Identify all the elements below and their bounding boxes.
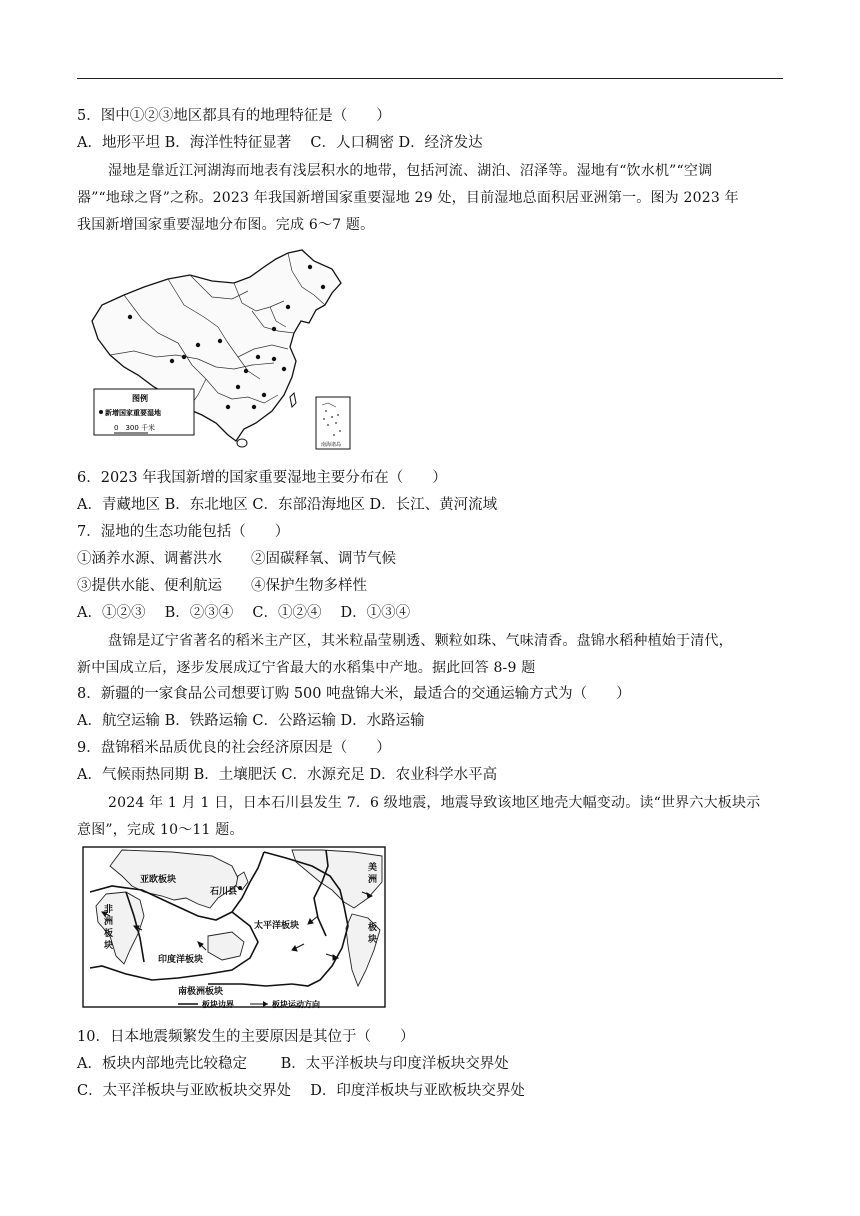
wetland-point bbox=[272, 327, 276, 331]
passage3-line1: 2024 年 1 月 1 日，日本石川县发生 7．6 级地震，地震导致该地区地壳大幅变动。读“世界六大板块示 bbox=[108, 795, 761, 811]
passage1-line1: 湿地是靠近江河湖海而地表有浅层积水的地带，包括河流、湖泊、沼泽等。湿地有“饮水机”“空调 bbox=[108, 163, 713, 179]
q7-choice-row1: ①涵养水源、调蓄洪水 ②固碳释氧、调节气候 bbox=[77, 551, 396, 567]
wetland-point bbox=[244, 369, 248, 373]
passage2-line2: 新中国成立后，逐步发展成辽宁省最大的水稻集中产地。据此回答 8-9 题 bbox=[77, 660, 536, 676]
q10-stem: 10．日本地震频繁发生的主要原因是其位于（ ） bbox=[77, 1029, 415, 1045]
wetland-point bbox=[236, 385, 240, 389]
wetland-point bbox=[272, 357, 276, 361]
african-plate-label-2: 洲 bbox=[104, 917, 114, 927]
legend-point-icon bbox=[99, 410, 103, 414]
inset-label: 南海诸岛 bbox=[321, 442, 342, 448]
q9-stem: 9．盘锦稻米品质优良的社会经济原因是（ ） bbox=[77, 740, 391, 756]
wetland-point bbox=[182, 355, 186, 359]
legend-title: 图例 bbox=[132, 394, 148, 403]
african-plate-label-1: 非 bbox=[104, 905, 114, 915]
legend-direction: 板块运动方向 bbox=[272, 1000, 320, 1009]
q10-options-row2: C．太平洋板块与亚欧板块交界处 D．印度洋板块与亚欧板块交界处 bbox=[77, 1083, 525, 1099]
african-plate-label-4: 块 bbox=[104, 941, 114, 951]
q9-options: A．气候雨热同期 B．土壤肥沃 C．水源充足 D．农业科学水平高 bbox=[77, 767, 498, 783]
wetland-point bbox=[170, 359, 174, 363]
wetland-point bbox=[226, 405, 230, 409]
american-plate-label-3: 板 bbox=[368, 923, 378, 933]
wetland-point bbox=[286, 305, 290, 309]
passage2-line1: 盘锦是辽宁省著名的稻米主产区，其米粒晶莹剔透、颗粒如珠、气味清香。盘锦水稻种植始于清代， bbox=[108, 633, 733, 649]
passage3-line2: 意图”，完成 10～11 题。 bbox=[77, 822, 244, 838]
q5-stem: 5．图中①②③地区都具有的地理特征是（ ） bbox=[77, 108, 391, 124]
wetland-point bbox=[308, 265, 312, 269]
q6-options: A．青藏地区 B．东北地区 C．东部沿海地区 D．长江、黄河流域 bbox=[77, 497, 498, 513]
map-scale: 0 300 千米 bbox=[114, 424, 156, 432]
china-wetland-map bbox=[88, 247, 356, 453]
wetland-point bbox=[128, 315, 132, 319]
wetland-point bbox=[321, 285, 325, 289]
south-china-sea-inset bbox=[316, 397, 350, 449]
q6-stem: 6．2023 年我国新增的国家重要湿地主要分布在（ ） bbox=[77, 470, 447, 486]
passage1-line2: 器”“地球之肾”之称。2023 年我国新增国家重要湿地 29 处，目前湿地总面积居亚洲第一。图为 2023 年 bbox=[77, 190, 739, 206]
legend-item: 新增国家重要湿地 bbox=[105, 409, 161, 417]
legend-boundary: 板块边界 bbox=[202, 1000, 234, 1009]
wetland-point bbox=[196, 343, 200, 347]
q7-options: A．①②③ B．②③④ C．①②④ D．①③④ bbox=[77, 605, 411, 621]
wetland-point bbox=[282, 367, 286, 371]
indian-plate-label: 印度洋板块 bbox=[158, 955, 204, 965]
american-plate-label-2: 洲 bbox=[368, 875, 378, 885]
eurasian-plate-label: 亚欧板块 bbox=[140, 875, 177, 885]
wetland-point bbox=[256, 355, 260, 359]
q8-stem: 8．新疆的一家食品公司想要订购 500 吨盘锦大米，最适合的交通运输方式为（ ） bbox=[77, 686, 631, 702]
american-plate-label-4: 块 bbox=[368, 935, 378, 945]
hainan-island bbox=[237, 439, 247, 447]
q7-stem: 7．湿地的生态功能包括（ ） bbox=[77, 524, 290, 540]
ishikawa-label: 石川县 bbox=[210, 887, 238, 897]
header-rule bbox=[77, 78, 783, 79]
world-plates-map bbox=[82, 846, 388, 1010]
q10-options-row1: A．板块内部地壳比较稳定 B．太平洋板块与印度洋板块交界处 bbox=[77, 1056, 509, 1072]
q5-options: A．地形平坦 B．海洋性特征显著 C．人口稠密 D．经济发达 bbox=[77, 135, 483, 151]
wetland-point bbox=[252, 405, 256, 409]
wetland-point bbox=[218, 339, 222, 343]
ishikawa-marker bbox=[238, 886, 242, 890]
african-plate-label-3: 板 bbox=[104, 929, 114, 939]
passage1-line3: 我国新增国家重要湿地分布图。完成 6～7 题。 bbox=[77, 217, 375, 233]
q7-choice-row2: ③提供水能、便利航运 ④保护生物多样性 bbox=[77, 578, 367, 594]
wetland-point bbox=[262, 393, 266, 397]
american-plate-label-1: 美 bbox=[368, 863, 378, 873]
pacific-plate-label: 太平洋板块 bbox=[254, 921, 300, 931]
map-legend bbox=[94, 389, 194, 435]
q8-options: A．航空运输 B．铁路运输 C．公路运输 D．水路运输 bbox=[77, 713, 425, 729]
taiwan-island bbox=[290, 393, 296, 407]
antarctic-plate-label: 南极洲板块 bbox=[178, 987, 224, 997]
